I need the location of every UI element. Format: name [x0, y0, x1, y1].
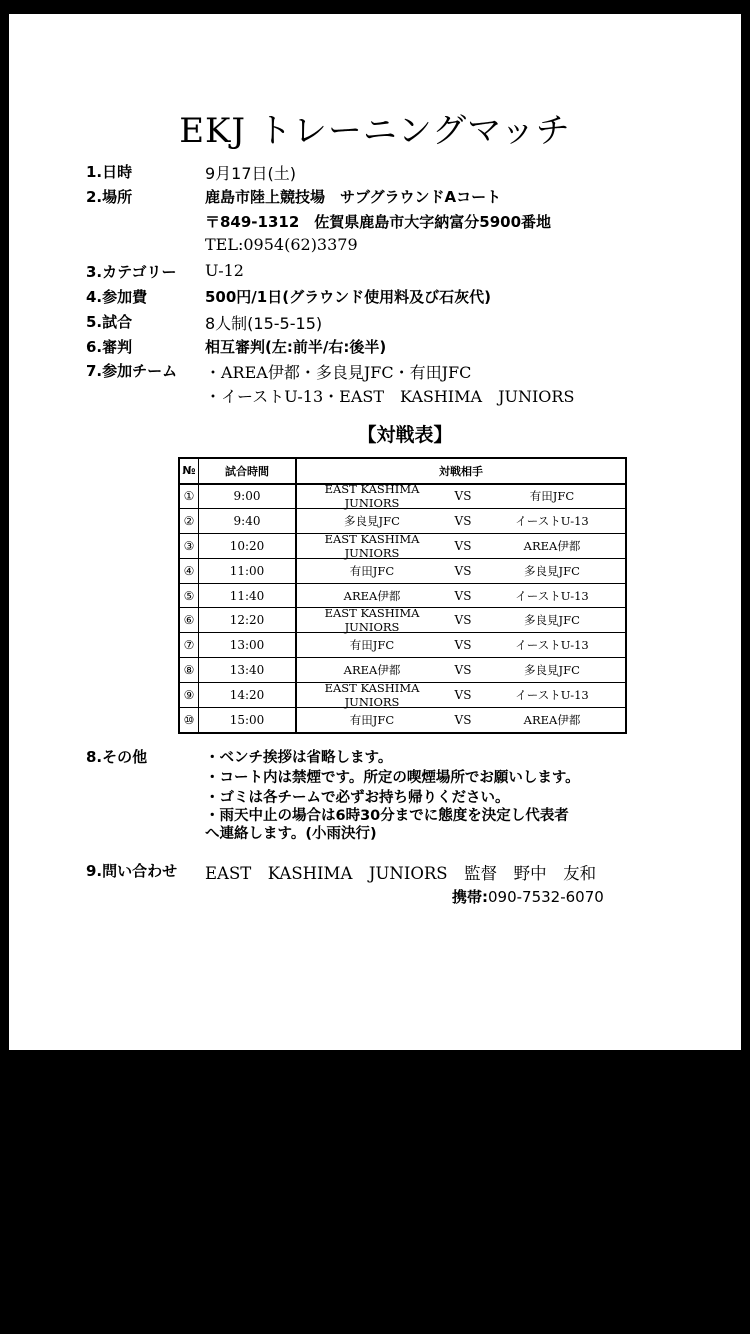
cell-no: ⑥	[180, 608, 199, 632]
info-value: TEL:0954(62)3379	[205, 235, 358, 254]
cell-vs: VS	[454, 489, 472, 504]
cell-match	[297, 584, 625, 608]
info-value: ・イーストU-13・EAST KASHIMA JUNIORS	[205, 387, 575, 406]
cell-away-team: 有田JFC	[529, 489, 575, 504]
cell-vs: VS	[454, 588, 472, 603]
cell-away-team: 多良見JFC	[524, 613, 580, 628]
info-value: 相互審判(左:前半/右:後半)	[205, 338, 387, 356]
cell-time: 12:20	[199, 608, 297, 632]
note-line: ・ゴミは各チームで必ずお持ち帰りください。	[205, 790, 510, 806]
table-row	[180, 559, 625, 584]
cell-vs: VS	[454, 538, 472, 553]
cell-away-team: 多良見JFC	[524, 563, 580, 578]
note-line: へ連絡します。(小雨決行)	[205, 826, 377, 842]
info-label: 7.参加チーム	[86, 362, 178, 380]
info-label: 5.試合	[86, 313, 133, 331]
cell-home-team: EAST KASHIMA JUNIORS	[324, 482, 420, 511]
table-body	[180, 482, 625, 733]
table-row	[180, 608, 625, 633]
cell-no: ⑨	[180, 683, 199, 707]
cell-time: 13:00	[199, 633, 297, 657]
cell-home-team: 有田JFC	[349, 713, 395, 728]
table-row	[180, 584, 625, 609]
contact-value: EAST KASHIMA JUNIORS 監督 野中 友和	[205, 864, 597, 883]
cell-home-team: 多良見JFC	[344, 514, 400, 529]
cell-match	[297, 708, 625, 733]
cell-home-team: EAST KASHIMA JUNIORS	[324, 532, 420, 560]
cell-match	[297, 482, 625, 511]
cell-time: 13:40	[199, 658, 297, 682]
info-value: U-12	[205, 261, 244, 280]
cell-match	[297, 559, 625, 583]
cell-vs: VS	[454, 514, 472, 529]
cell-time: 11:40	[199, 584, 297, 608]
cell-vs: VS	[454, 613, 472, 628]
cell-home-team: EAST KASHIMA JUNIORS	[324, 606, 420, 635]
cell-no: ②	[180, 509, 199, 533]
phone-number: 090-7532-6070	[488, 888, 604, 906]
cell-no: ⑧	[180, 658, 199, 682]
info-value: 鹿島市陸上競技場 サブグラウンドAコート	[205, 188, 502, 206]
info-value: ・AREA伊都・多良見JFC・有田JFC	[205, 363, 472, 382]
cell-time: 10:20	[199, 534, 297, 558]
table-row	[180, 680, 625, 709]
note-line: ・雨天中止の場合は6時30分までに態度を決定し代表者	[205, 808, 569, 824]
document-title: EKJ トレーニングマッチ	[179, 111, 571, 151]
note-line: ・ベンチ挨拶は省略します。	[205, 750, 393, 766]
info-label: 9.問い合わせ	[86, 862, 178, 880]
cell-match	[297, 658, 625, 682]
cell-match	[297, 633, 625, 657]
cell-away-team: AREA伊都	[523, 538, 581, 553]
cell-home-team: AREA伊都	[343, 588, 401, 603]
table-row	[180, 708, 625, 733]
cell-away-team: AREA伊都	[523, 713, 581, 728]
cell-away-team: イーストU-13	[515, 514, 589, 529]
cell-vs: VS	[454, 638, 472, 653]
cell-vs: VS	[454, 563, 472, 578]
cell-no: ①	[180, 485, 199, 509]
table-row	[180, 534, 625, 559]
cell-time: 11:00	[199, 559, 297, 583]
cell-no: ⑤	[180, 584, 199, 608]
cell-home-team: 有田JFC	[349, 638, 395, 653]
cell-home-team: EAST KASHIMA JUNIORS	[324, 680, 420, 709]
note-line: ・コート内は禁煙です。所定の喫煙場所でお願いします。	[205, 770, 580, 786]
cell-time: 15:00	[199, 708, 297, 733]
cell-match	[297, 606, 625, 635]
info-label: 8.その他	[86, 748, 148, 766]
cell-match	[297, 509, 625, 533]
info-value: 8人制(15-5-15)	[205, 314, 323, 333]
info-label: 4.参加費	[86, 288, 148, 306]
table-row	[180, 482, 625, 511]
cell-home-team: AREA伊都	[343, 662, 401, 677]
info-label: 3.カテゴリー	[86, 263, 177, 281]
cell-vs: VS	[454, 662, 472, 677]
phone-label: 携帯:	[452, 888, 488, 906]
schedule-heading: 【対戦表】	[357, 424, 453, 446]
info-value: 500円/1日(グラウンド使用料及び石灰代)	[205, 288, 491, 306]
table-row	[180, 509, 625, 534]
cell-no: ③	[180, 534, 199, 558]
table-row	[180, 633, 625, 658]
contact-phone	[452, 886, 604, 907]
cell-time: 14:20	[199, 683, 297, 707]
info-value: 9月17日(土)	[205, 164, 297, 183]
cell-no: ⑦	[180, 633, 199, 657]
cell-match	[297, 680, 625, 709]
cell-match	[297, 534, 625, 558]
header-time: 試合時間	[199, 459, 297, 483]
cell-time: 9:00	[199, 485, 297, 509]
cell-away-team: 多良見JFC	[524, 662, 580, 677]
cell-time: 9:40	[199, 509, 297, 533]
cell-no: ⑩	[180, 708, 199, 733]
cell-vs: VS	[454, 687, 472, 702]
table-row	[180, 658, 625, 683]
info-label: 2.場所	[86, 188, 133, 206]
cell-vs: VS	[454, 713, 472, 728]
table-header	[180, 459, 625, 485]
header-no: №	[180, 459, 199, 483]
schedule-table	[178, 457, 627, 734]
info-value: 〒849-1312 佐賀県鹿島市大字納富分5900番地	[205, 213, 552, 231]
cell-away-team: イーストU-13	[515, 638, 589, 653]
cell-away-team: イーストU-13	[515, 687, 589, 702]
header-match: 対戦相手	[439, 464, 483, 478]
info-label: 1.日時	[86, 163, 133, 181]
cell-away-team: イーストU-13	[515, 588, 589, 603]
cell-home-team: 有田JFC	[349, 563, 395, 578]
cell-no: ④	[180, 559, 199, 583]
info-label: 6.審判	[86, 338, 133, 356]
